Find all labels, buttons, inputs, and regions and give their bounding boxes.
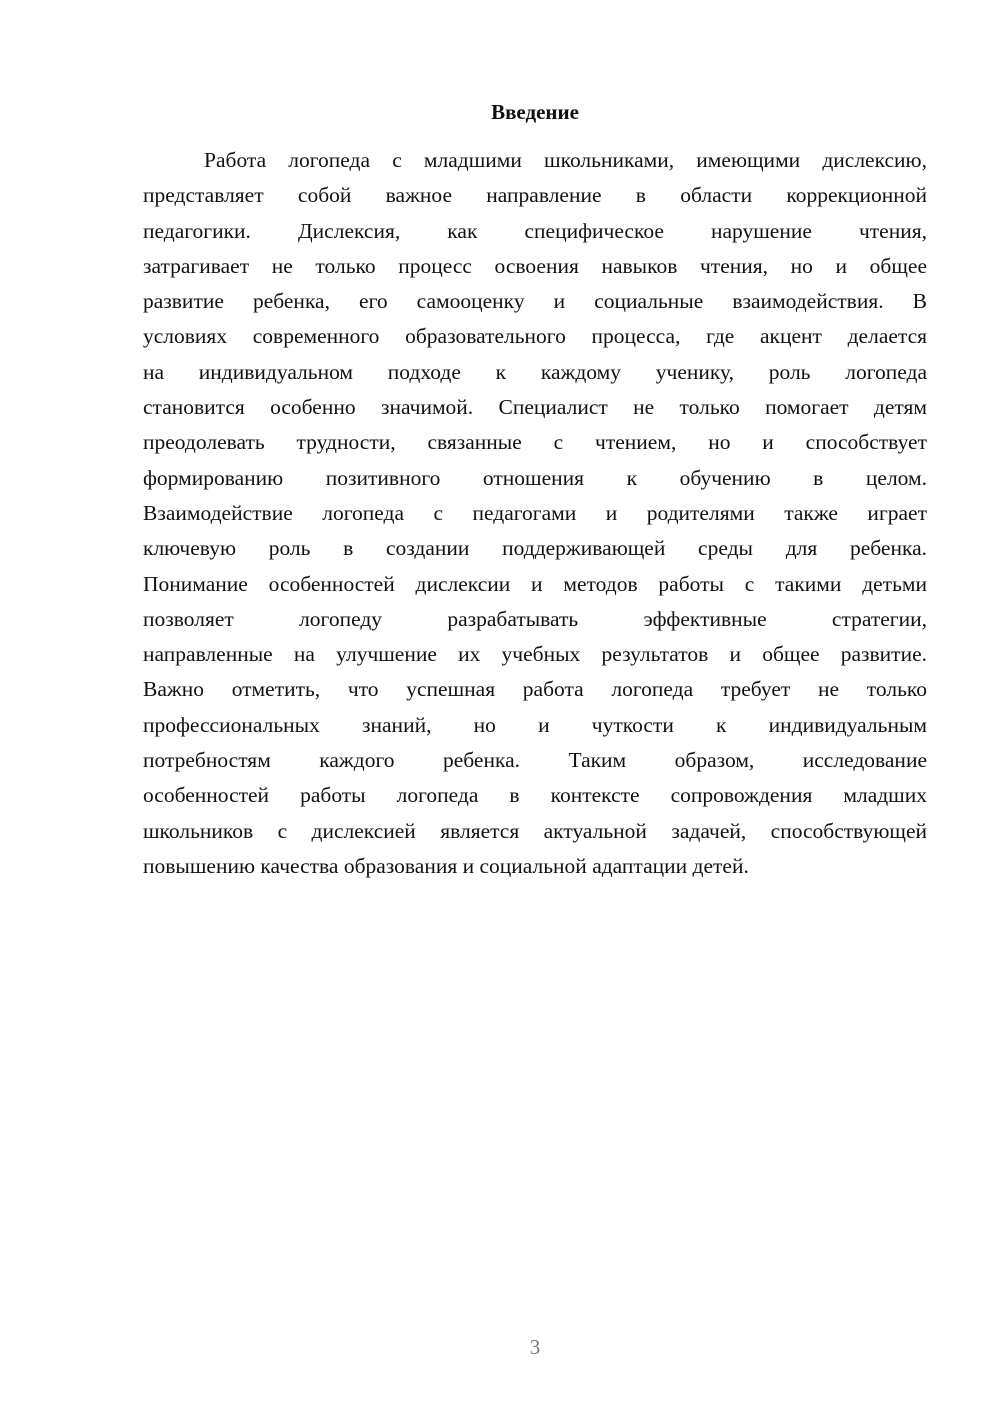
paragraph-line: на индивидуальном подходе к каждому ученику, роль логопеда xyxy=(143,359,927,384)
paragraph-line: становится особенно значимой. Специалист не только помогает детям xyxy=(143,395,927,420)
paragraph-line: Понимание особенностей дислексии и методов работы с такими детьми xyxy=(143,571,927,596)
paragraph-line: Взаимодействие логопеда с педагогами и родителями также играет xyxy=(143,500,927,525)
paragraph-line: ключевую роль в создании поддерживающей среды для ребенка. xyxy=(143,536,927,561)
paragraph-line: позволяет логопеду разрабатывать эффективные стратегии, xyxy=(143,606,927,631)
paragraph-line: направленные на улучшение их учебных результатов и общее развитие. xyxy=(143,642,927,667)
paragraph-line: преодолевать трудности, связанные с чтением, но и способствует xyxy=(143,430,927,455)
paragraph-line: развитие ребенка, его самооценку и социальные взаимодействия. В xyxy=(143,289,927,314)
page-title: Введение xyxy=(491,100,579,124)
paragraph-line: потребностям каждого ребенка. Таким образом, исследование xyxy=(143,748,927,773)
paragraph-line: Работа логопеда с младшими школьниками, имеющими дислексию, xyxy=(204,148,927,172)
paragraph-line: Важно отметить, что успешная работа логопеда требует не только xyxy=(143,677,927,702)
page-number: 3 xyxy=(529,1335,541,1359)
paragraph-line: представляет собой важное направление в области коррекционной xyxy=(143,183,927,208)
paragraph-line: формированию позитивного отношения к обучению в целом. xyxy=(143,465,927,490)
paragraph-line: школьников с дислексией является актуальной задачей, способствующей xyxy=(143,818,927,843)
paragraph-line: условиях современного образовательного процесса, где акцент делается xyxy=(143,324,927,349)
paragraph-line: повышению качества образования и социальной адаптации детей. xyxy=(143,853,749,878)
paragraph-line: затрагивает не только процесс освоения навыков чтения, но и общее xyxy=(143,253,927,278)
paragraph-line: особенностей работы логопеда в контексте сопровождения младших xyxy=(143,783,927,808)
paragraph-line: профессиональных знаний, но и чуткости к индивидуальным xyxy=(143,712,927,737)
body-paragraph xyxy=(143,143,927,884)
paragraph-line: педагогики. Дислексия, как специфическое нарушение чтения, xyxy=(143,218,927,243)
